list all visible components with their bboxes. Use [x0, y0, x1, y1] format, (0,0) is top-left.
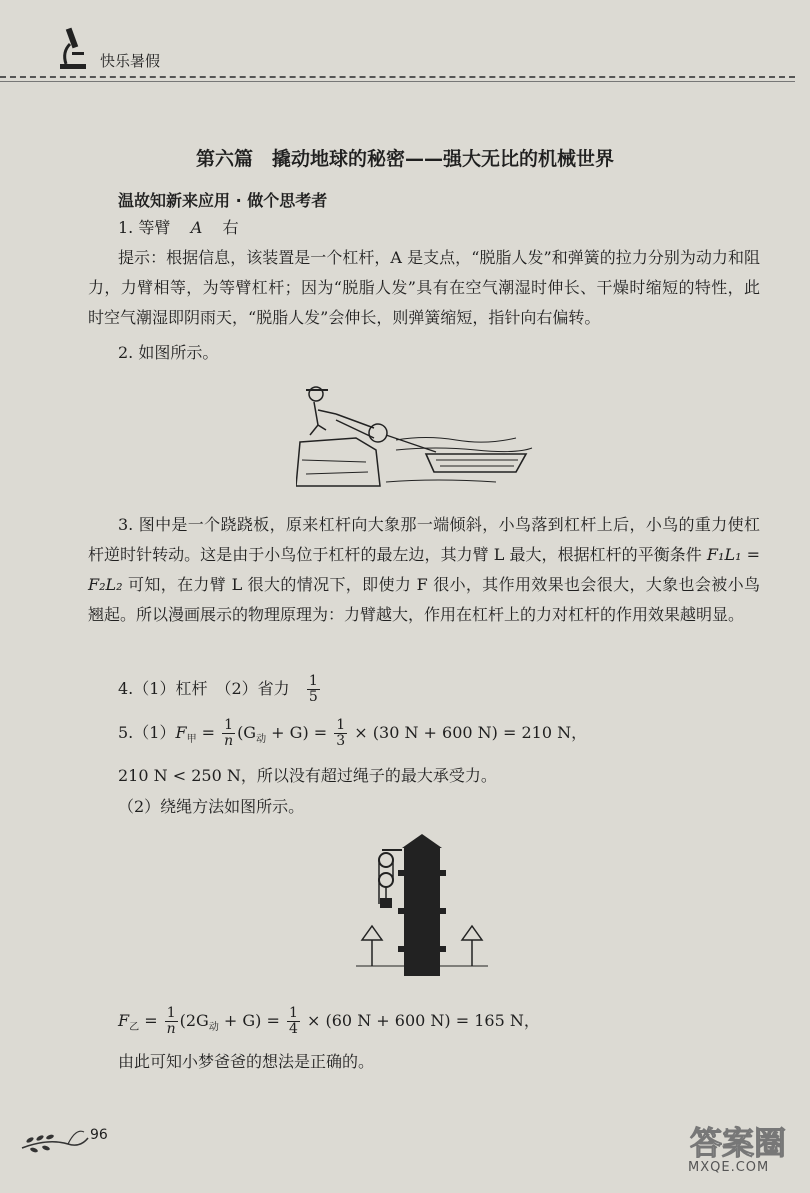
- header-title: 快乐暑假: [100, 52, 161, 70]
- answer-5-lhs-sub: 甲: [186, 734, 197, 746]
- f2-n2: 1: [289, 1005, 298, 1021]
- answer-3-text-a: 3. 图中是一个跷跷板，原来杠杆向大象那一端倾斜，小鸟落到杠杆上后，小鸟的重力使杠杆逆时针转动。这是由于小鸟位于杠杆的最左边，其力臂 L 最大，根据杠杆的平衡条件: [88, 515, 760, 564]
- f2-mid-sub: 动: [208, 1022, 219, 1034]
- answer-5-end: × (30 N + 600 N) = 210 N，: [349, 723, 588, 742]
- answer-4-label: 4.（1）杠杆 （2）省力: [118, 679, 290, 698]
- answer-1-b: 右: [222, 218, 239, 237]
- f2-eq: =: [139, 1011, 163, 1030]
- answer-5-lhs: F: [175, 723, 187, 742]
- f2-n1: 1: [166, 1005, 176, 1021]
- page-number: 96: [90, 1127, 108, 1143]
- answer-3-text-b: 可知，在力臂 L 很大的情况下，即使力 F 很小，其作用效果也会很大，大象也会被小鸟翘起。所以漫画展示的物理原理为：力臂越大，作用在杠杆上的力对杠杆的作用效果越明显。: [88, 575, 760, 624]
- pulley-tower-figure: [352, 830, 492, 980]
- chapter-title: 第六篇 撬动地球的秘密——强大无比的机械世界: [195, 148, 614, 170]
- section-title: 温故知新来应用 · 做个思考者: [118, 191, 328, 210]
- answer-5-label: 5.（1）: [118, 723, 176, 742]
- answer-5-eq: =: [196, 723, 221, 742]
- watermark-logo: 答案圈: [690, 1124, 787, 1162]
- f2-mid: (2G: [179, 1011, 209, 1030]
- page-header: [0, 0, 810, 90]
- answer-3: [88, 510, 760, 630]
- vine-ornament-icon: [18, 1108, 98, 1158]
- header-divider-thin: [0, 81, 795, 82]
- hint-text: 提示：根据信息，该装置是一个杠杆，A 是支点，“脱脂人发”和弹簧的拉力分别为动力和阻力，力臂相等，为等臂杠杆；因为“脱脂人发”具有在空气潮湿时伸长、干燥时缩短的特性，此时空气潮湿即阴雨天，“脱脂人发”会伸长，则弹簧缩短，指针向右偏转。: [88, 248, 760, 327]
- answer-2: 2. 如图所示。: [118, 343, 219, 362]
- f2-d1: n: [166, 1021, 176, 1037]
- f2-lhs-sub: 乙: [129, 1022, 140, 1034]
- answer-5-2: （2）绕绳方法如图所示。: [118, 797, 305, 816]
- answer-5-mid-end: + G) =: [266, 723, 333, 742]
- f2-d2: 4: [289, 1021, 298, 1037]
- answer-1-label: 1. 等臂: [118, 218, 171, 237]
- microscope-icon: [52, 22, 92, 72]
- answer-5-formula-2: [118, 1006, 758, 1043]
- answer-5-1: [118, 718, 758, 755]
- answer-5-fraction-2: [334, 718, 347, 749]
- answer-5-d2: 3: [336, 733, 346, 749]
- watermark-url: MXQE.COM: [688, 1160, 770, 1175]
- answer-5-fraction-1: [222, 718, 235, 749]
- answer-3-equation: F₁L₁ = F₂L₂: [88, 545, 760, 594]
- answer-1: [118, 218, 758, 238]
- header-divider: [0, 76, 795, 78]
- answer-5-line2: 210 N < 250 N，所以没有超过绳子的最大承受力。: [118, 766, 497, 785]
- answer-1-a: A: [190, 218, 203, 237]
- f2-lhs: F: [118, 1011, 130, 1030]
- hint-paragraph: [88, 243, 760, 333]
- answer-5-n2: 1: [336, 717, 346, 733]
- answer-5-mid: (G: [237, 723, 257, 742]
- lever-hair-figure: [296, 380, 536, 492]
- answer-5-n1: 1: [224, 717, 234, 733]
- answer-5-d1: n: [224, 733, 234, 749]
- f2-fraction-1: [165, 1006, 178, 1037]
- answer-4-fraction: [307, 674, 320, 705]
- answer-4-numerator: 1: [308, 673, 318, 689]
- answer-4-denominator: 5: [308, 689, 318, 705]
- answer-5-mid-sub: 动: [256, 734, 267, 746]
- f2-mid-end: + G) =: [218, 1011, 285, 1030]
- conclusion: 由此可知小梦爸爸的想法是正确的。: [118, 1052, 375, 1071]
- f2-fraction-2: [287, 1006, 300, 1037]
- f2-end: × (60 N + 600 N) = 165 N，: [301, 1011, 540, 1030]
- answer-4: [118, 674, 758, 705]
